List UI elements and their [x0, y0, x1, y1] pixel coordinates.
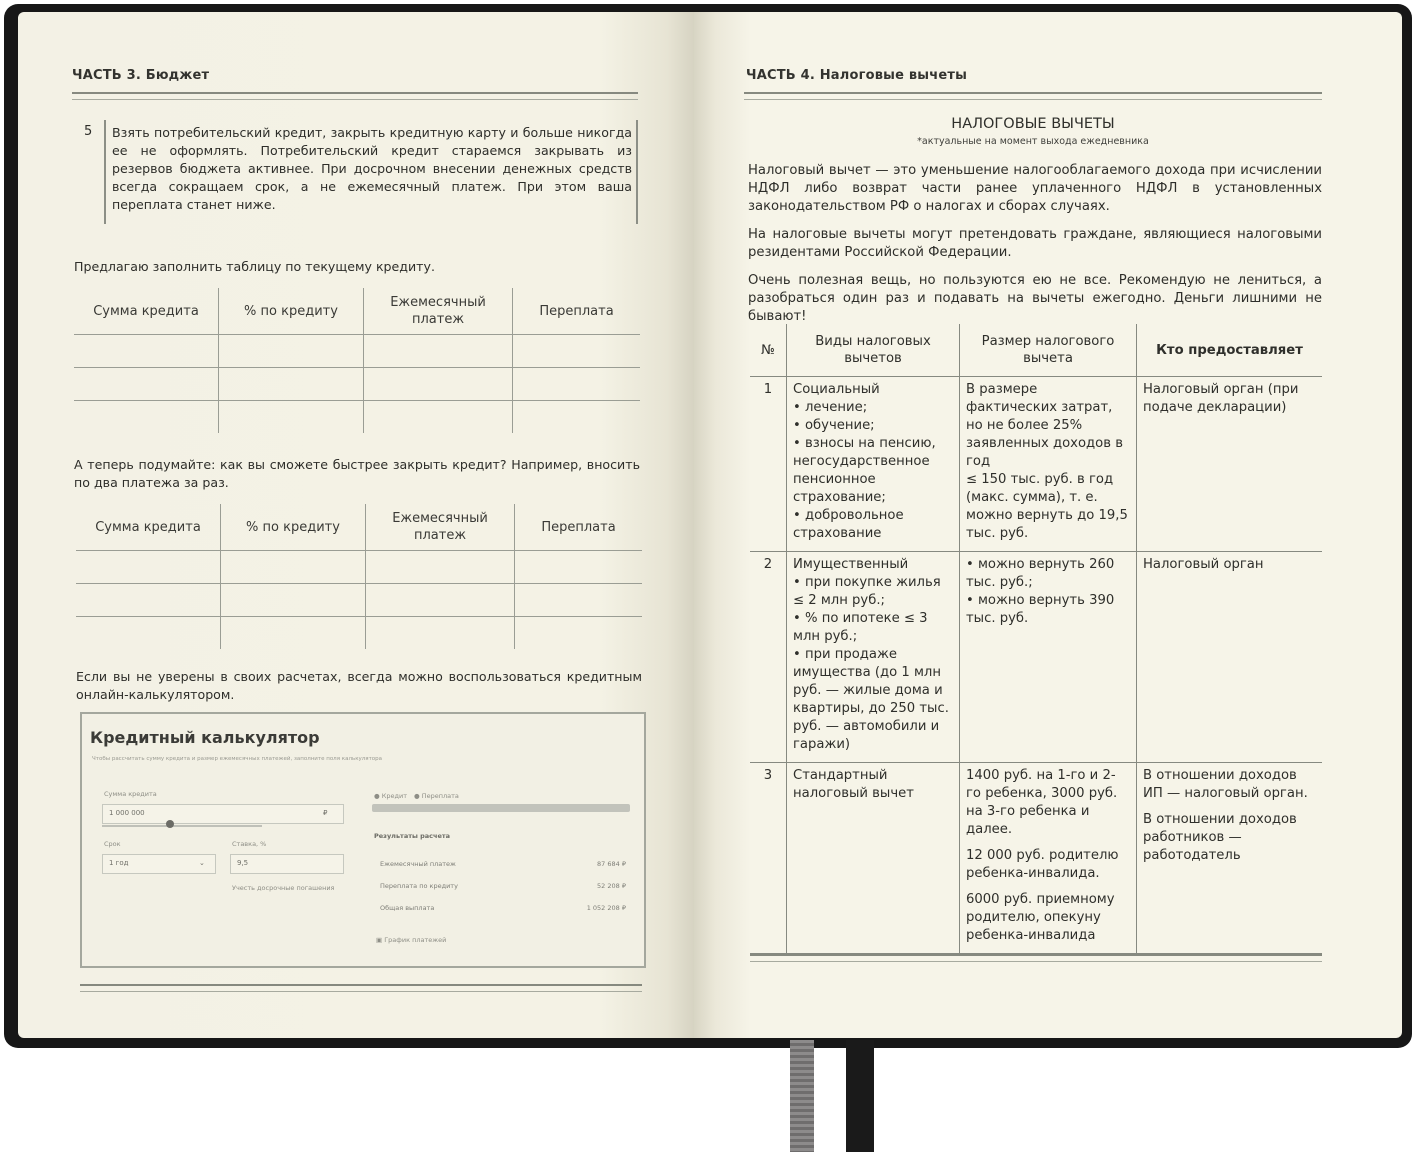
- empty-cell[interactable]: [515, 584, 643, 617]
- col-header: Ежемесячный платеж: [366, 504, 515, 551]
- result-row: Переплата по кредиту 52 208 ₽: [380, 882, 626, 890]
- col-header: Сумма кредита: [74, 288, 219, 335]
- empty-cell[interactable]: [221, 617, 366, 650]
- col-header: % по кредиту: [221, 504, 366, 551]
- term-value: 1 год: [109, 859, 129, 867]
- result-row: Ежемесячный платеж 87 684 ₽: [380, 860, 626, 868]
- running-head: ЧАСТЬ 3. Бюджет: [72, 68, 210, 83]
- empty-cell[interactable]: [366, 584, 515, 617]
- results-title: Результаты расчета: [374, 832, 451, 840]
- running-head: ЧАСТЬ 4. Налоговые вычеты: [746, 68, 968, 83]
- empty-cell[interactable]: [366, 551, 515, 584]
- credit-table-1: [74, 288, 640, 433]
- empty-cell[interactable]: [513, 335, 641, 368]
- col-header-number: №: [750, 324, 787, 377]
- col-header: Переплата: [515, 504, 643, 551]
- left-page: [18, 12, 694, 1038]
- empty-cell[interactable]: [74, 368, 219, 401]
- header-rule: [744, 92, 1322, 100]
- bookmark-ribbon-grey: [790, 1040, 814, 1152]
- table-row: [750, 552, 1322, 763]
- col-header-kinds: Виды налоговых вычетов: [787, 324, 960, 377]
- footer-rule: [80, 984, 642, 992]
- empty-cell[interactable]: [221, 584, 366, 617]
- col-header: Ежемесячный платеж: [364, 288, 513, 335]
- table-row: [74, 401, 640, 434]
- schedule-link[interactable]: ▣ График платежей: [376, 936, 447, 944]
- paragraph-definition: Налоговый вычет — это уменьшение налогооблагаемого дохода при исчислении НДФЛ либо возврат части ранее уплаченного НДФЛ в установленных законодательством РФ о налогах и сборах случаях.: [748, 163, 1322, 214]
- bookmark-ribbon-black: [846, 1040, 874, 1152]
- table-row: [74, 335, 640, 368]
- col-header-size: Размер налогового вычета: [960, 324, 1137, 377]
- amount-value: 1 000 000: [109, 809, 145, 817]
- rate-label: Ставка, %: [232, 840, 267, 848]
- early-repayment-link[interactable]: Учесть досрочные погашения: [232, 884, 335, 892]
- empty-cell[interactable]: [76, 617, 221, 650]
- slider-knob[interactable]: [166, 820, 174, 828]
- kind-cell: Социальный • лечение; • обучение; • взносы на пенсию, негосударственное пенсионное страхование; • добровольное страхование: [787, 377, 960, 552]
- col-header: Сумма кредита: [76, 504, 221, 551]
- kind-cell: Стандартный налоговый вычет: [787, 763, 960, 954]
- calculator-title: Кредитный калькулятор: [90, 728, 320, 747]
- table-row: [76, 617, 642, 650]
- empty-cell[interactable]: [364, 368, 513, 401]
- empty-cell[interactable]: [221, 551, 366, 584]
- empty-cell[interactable]: [364, 335, 513, 368]
- table-row: [74, 368, 640, 401]
- amount-label: Сумма кредита: [104, 790, 157, 798]
- header-rule: [72, 92, 638, 100]
- provider-cell: Налоговый орган: [1137, 552, 1323, 763]
- tax-deductions-table: [750, 324, 1322, 954]
- table-row: [750, 763, 1322, 954]
- col-header: % по кредиту: [219, 288, 364, 335]
- empty-cell[interactable]: [219, 401, 364, 434]
- provider-cell: В отношении доходов ИП — налоговый орган. В отношении доходов работников — работодатель: [1137, 763, 1323, 954]
- term-label: Срок: [104, 840, 121, 848]
- term-select[interactable]: [102, 854, 216, 874]
- rate-value: 9,5: [237, 859, 249, 867]
- row-number: 1: [750, 377, 787, 552]
- calculator-subtitle: Чтобы рассчитать сумму кредита и размер ежемесячных платежей, заполните поля калькулятора: [92, 756, 383, 762]
- table-header-row: [750, 324, 1322, 377]
- kind-cell: Имущественный • при покупке жилья ≤ 2 млн руб.; • % по ипотеке ≤ 3 млн руб.; • при продаже имущества (до 1 млн руб. — жилые дома и квартиры, до 250 тыс. руб. — автомобили и гаражи): [787, 552, 960, 763]
- empty-cell[interactable]: [76, 551, 221, 584]
- empty-cell[interactable]: [219, 335, 364, 368]
- empty-cell[interactable]: [366, 617, 515, 650]
- amount-slider[interactable]: [102, 825, 262, 827]
- row-number: 2: [750, 552, 787, 763]
- paragraph-eligibility: На налоговые вычеты могут претендовать граждане, являющиеся налоговыми резидентами Российской Федерации.: [748, 227, 1322, 260]
- paragraph-fill-table: Предлагаю заполнить таблицу по текущему кредиту.: [74, 259, 435, 274]
- table-row: [750, 377, 1322, 552]
- provider-cell: Налоговый орган (при подаче декларации): [1137, 377, 1323, 552]
- legend-credit: ● Кредит: [374, 792, 407, 800]
- empty-cell[interactable]: [515, 617, 643, 650]
- empty-cell[interactable]: [219, 368, 364, 401]
- payment-bar: [372, 804, 630, 812]
- paragraph-calculator: Если вы не уверены в своих расчетах, всегда можно воспользоваться кредитным онлайн-калькулятором.: [76, 669, 642, 702]
- table-row: [76, 551, 642, 584]
- size-cell: • можно вернуть 260 тыс. руб.; • можно вернуть 390 тыс. руб.: [960, 552, 1137, 763]
- credit-table-2: [76, 504, 642, 649]
- empty-cell[interactable]: [74, 401, 219, 434]
- empty-cell[interactable]: [364, 401, 513, 434]
- result-row: Общая выплата 1 052 208 ₽: [380, 904, 626, 912]
- empty-cell[interactable]: [76, 584, 221, 617]
- chevron-down-icon: ⌄: [199, 859, 205, 867]
- paragraph-think: А теперь подумайте: как вы сможете быстрее закрыть кредит? Например, вносить по два платежа за раз.: [74, 457, 640, 490]
- table-header-row: [76, 504, 642, 551]
- col-header: Переплата: [513, 288, 641, 335]
- empty-cell[interactable]: [513, 368, 641, 401]
- rate-field[interactable]: [230, 854, 344, 874]
- page-title: НАЛОГОВЫЕ ВЫЧЕТЫ: [951, 116, 1115, 132]
- amount-field[interactable]: [102, 804, 344, 824]
- item-text: Взять потребительский кредит, закрыть кредитную карту и больше никогда ее не оформлять. Потребительский кредит стараемся закрывать из резервов бюджета активнее. При досрочном внесении денежных средств всегда сокращаем срок, а не ежемесячный платеж. При этом ваша переплата станет ниже.: [112, 125, 632, 212]
- empty-cell[interactable]: [513, 401, 641, 434]
- empty-cell[interactable]: [515, 551, 643, 584]
- numbered-list-item: [76, 120, 638, 224]
- item-number: 5: [84, 124, 93, 139]
- page-subtitle: *актуальные на момент выхода ежедневника: [917, 136, 1149, 147]
- empty-cell[interactable]: [74, 335, 219, 368]
- size-cell: 1400 руб. на 1-го и 2-го ребенка, 3000 руб. на 3-го ребенка и далее. 12 000 руб. родителю ребенка-инвалида. 6000 руб. приемному родителю, опекуну ребенка-инвалида: [960, 763, 1137, 954]
- footer-rule: [750, 954, 1322, 962]
- item-divider: [104, 120, 106, 224]
- currency-sign: ₽: [323, 809, 328, 817]
- paragraph-recommendation: Очень полезная вещь, но пользуются ею не все. Рекомендую не лениться, а разобраться один раз и подавать на вычеты ежегодно. Деньги лишними не бывают!: [748, 273, 1322, 324]
- legend-overpay: ● Переплата: [414, 792, 459, 800]
- table-row: [76, 584, 642, 617]
- col-header-provider: Кто предоставляет: [1137, 324, 1323, 377]
- row-number: 3: [750, 763, 787, 954]
- table-header-row: [74, 288, 640, 335]
- right-page: [694, 12, 1402, 1038]
- size-cell: В размере фактических затрат, но не более 25% заявленных доходов в год ≤ 150 тыс. руб. в год (макс. сумма), т. е. можно вернуть до 19,5 тыс. руб.: [960, 377, 1137, 552]
- credit-calculator-screenshot: [80, 712, 646, 968]
